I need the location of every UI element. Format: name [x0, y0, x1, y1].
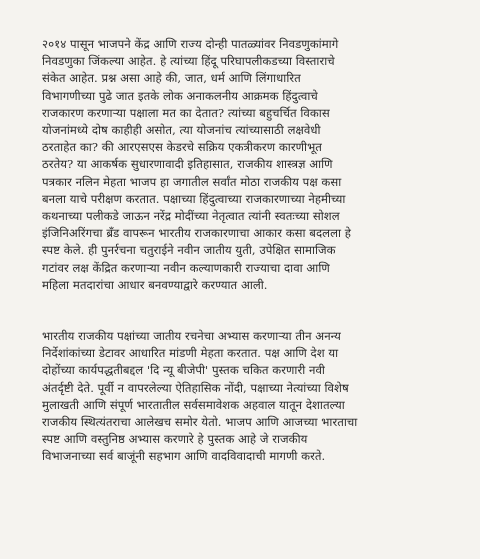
text-line: संकेत आहेत. प्रश्न असा आहे की, जात, धर्म आणि लिंगाधारित	[42, 71, 301, 86]
text-line: मुलाखती आणि संपूर्ण भारतातील सर्वसमावेशक अहवाल यातून देशातल्या	[42, 397, 345, 412]
text-line: कथनाच्या पलीकडे जाऊन नरेंद्र मोदींच्या नेतृत्वात त्यांनी स्वतःच्या सोशल	[42, 209, 340, 224]
text-line: २०१४ पासून भाजपने केंद्र आणि राज्य दोन्ही पातळ्यांवर निवडणुकांमागे	[42, 37, 339, 51]
paragraph-2	[42, 328, 442, 466]
text-line: ठरताहेत का? की आरएसएस केडरचे सक्रिय एकत्रीकरण कारणीभूत	[42, 140, 322, 155]
text-line: अंतर्दृष्टी देते. पूर्वी न वापरलेल्या ऐतिहासिक नोंदी, पक्षाच्या नेत्यांच्या विशेष	[42, 380, 349, 395]
text-line: दोहोंच्या कार्यपद्धतीबद्दल 'दि न्यू बीजेपी' पुस्तक चकित करणारी नवी	[42, 363, 325, 378]
paragraph-1	[42, 36, 442, 294]
text-line: स्पष्ट आणि वस्तुनिष्ठ अभ्यास करणारे हे पुस्तक आहे जे राजकीय	[42, 432, 308, 447]
text-line: राजकारण करणाऱ्या पक्षाला मत का देतात? त्यांच्या बहुचर्चित विकास	[42, 105, 330, 120]
text-line: भारतीय राजकीय पक्षांच्या जातीय रचनेचा अभ्यास करणाऱ्या तीन अनन्य	[42, 329, 341, 343]
text-line: निर्देशांकांच्या डेटावर आधारित मांडणी मेहता करतात. पक्ष आणि देश या	[42, 346, 339, 361]
text-line: बनला याचे परीक्षण करतात. पक्षाच्या हिंदुत्वाच्या राजकारणाच्या नेहमीच्या	[42, 191, 346, 206]
text-line: स्पष्ट केले. ही पुनर्रचना चतुराईने नवीन जातीय युती, उपेक्षित सामाजिक	[42, 243, 336, 258]
text-line: निवडणुका जिंकल्या आहेत. हे त्यांच्या हिंदू परिघापलीकडच्या विस्ताराचे	[42, 54, 335, 69]
text-line: इंजिनिअरिंगचा ब्रँड वापरून भारतीय राजकारणाचा आकार कसा बदलला हे	[42, 226, 351, 241]
text-line: विभाजनाच्या सर्व बाजूंनी सहभाग आणि वादविवादाची मागणी करते.	[42, 449, 326, 464]
text-line: राजकीय स्थित्यंतराचा आलेखच समोर येतो. भाजप आणि आजच्या भारताचा	[42, 415, 358, 430]
text-line: ठरतेय? या आकर्षक सुधारणावादी इतिहासात, राजकीय शास्त्रज्ञ आणि	[42, 157, 333, 172]
text-line: गटांवर लक्ष केंद्रित करणाऱ्या नवीन कल्याणकारी राज्याचा दावा आणि	[42, 260, 330, 275]
text-line: पत्रकार नलिन मेहता भाजप हा जगातील सर्वांत मोठा राजकीय पक्ष कसा	[42, 174, 342, 189]
text-line: विभागणीच्या पुढे जात इतके लोक अनाकलनीय आक्रमक हिंदुत्वाचे	[42, 88, 318, 103]
text-line: महिला मतदारांचा आधार बनवण्याद्वारे करण्यात आली.	[42, 277, 268, 292]
text-line: योजनांमध्ये दोष काहीही असोत, त्या योजनांच त्यांच्यासाठी लक्षवेधी	[42, 123, 321, 138]
